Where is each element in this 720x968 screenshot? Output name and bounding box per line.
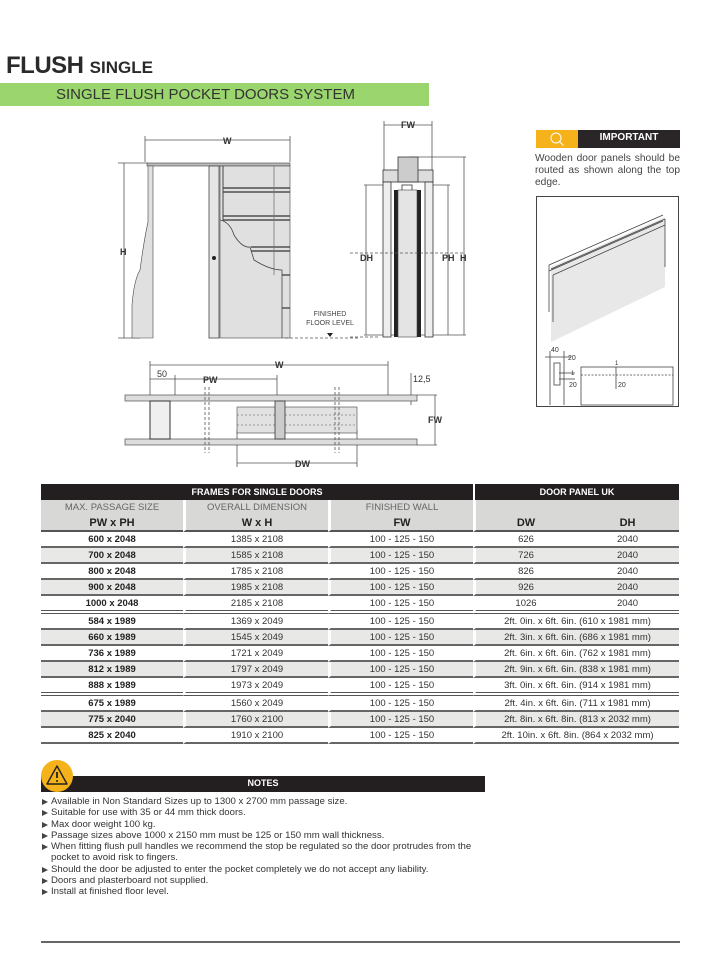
cell-door-width: 726: [473, 548, 576, 564]
cell-passage-size: 775 x 2040: [41, 712, 183, 728]
cell-overall-dimension: 1560 x 2049: [183, 696, 328, 712]
cell-finished-wall: 100 - 125 - 150: [328, 646, 473, 662]
cell-door-height: 2040: [576, 580, 679, 596]
cell-overall-dimension: 1785 x 2108: [183, 564, 328, 580]
cell-door-panel: 3ft. 0in. x 6ft. 6in. (914 x 1981 mm): [473, 678, 679, 696]
notes-label: NOTES: [247, 778, 279, 788]
page-title: [6, 52, 153, 80]
label-dw: DW: [295, 459, 310, 469]
sub-label-passage: MAX. PASSAGE SIZE: [41, 500, 183, 515]
note-item: When fitting flush pull handles we recommend the stop be regulated so the door protrudes from the pocket to avoid risk to fingers.: [41, 841, 501, 864]
cell-door-panel: 2ft. 8in. x 6ft. 8in. (813 x 2032 mm): [473, 712, 679, 728]
cell-door-width: 626: [473, 532, 576, 548]
note-item: Suitable for use with 35 or 44 mm thick doors.: [41, 807, 501, 818]
cell-finished-wall: 100 - 125 - 150: [328, 662, 473, 678]
notes-list: [41, 796, 501, 898]
detail-label-20c: 20: [618, 382, 626, 389]
cell-door-panel: 2ft. 0in. x 6ft. 6in. (610 x 1981 mm): [473, 614, 679, 630]
cell-door-width: 1026: [473, 596, 576, 614]
cell-passage-size: 736 x 1989: [41, 646, 183, 662]
note-item: Passage sizes above 1000 x 2150 mm must be 125 or 150 mm wall thickness.: [41, 830, 501, 841]
table-row: [41, 614, 679, 630]
label-h: H: [120, 247, 127, 257]
frame-outline: [132, 163, 290, 338]
detail-label-20a: 20: [568, 355, 576, 362]
group-frames-header: FRAMES FOR SINGLE DOORS: [41, 484, 473, 500]
cell-finished-wall: 100 - 125 - 150: [328, 696, 473, 712]
cell-passage-size: 812 x 1989: [41, 662, 183, 678]
table-row: [41, 532, 679, 548]
cell-overall-dimension: 1545 x 2049: [183, 630, 328, 646]
cell-finished-wall: 100 - 125 - 150: [328, 580, 473, 596]
column-header-pwph: PW x PH: [41, 515, 183, 532]
cell-door-height: 2040: [576, 596, 679, 614]
detail-label-40: 40: [551, 347, 559, 354]
cell-door-height: 2040: [576, 532, 679, 548]
table-row: [41, 662, 679, 678]
cell-passage-size: 800 x 2048: [41, 564, 183, 580]
cell-door-panel: 2ft. 6in. x 6ft. 6in. (762 x 1981 mm): [473, 646, 679, 662]
table-row: [41, 630, 679, 646]
routing-detail-box: [536, 196, 679, 407]
cell-overall-dimension: 1973 x 2049: [183, 678, 328, 696]
table-row: [41, 712, 679, 728]
table-row: [41, 548, 679, 564]
title-sub: SINGLE: [89, 58, 153, 77]
sub-label-overall: OVERALL DIMENSION: [183, 500, 328, 515]
cell-passage-size: 660 x 1989: [41, 630, 183, 646]
note-item: Doors and plasterboard not supplied.: [41, 875, 501, 886]
column-header-wh: W x H: [183, 515, 328, 532]
sub-label-wall: FINISHED WALL: [328, 500, 473, 515]
warning-icon: [41, 760, 73, 792]
cell-overall-dimension: 1985 x 2108: [183, 580, 328, 596]
cell-overall-dimension: 1369 x 2049: [183, 614, 328, 630]
label-h-section: H: [460, 253, 467, 263]
cell-finished-wall: 100 - 125 - 150: [328, 630, 473, 646]
cell-overall-dimension: 1797 x 2049: [183, 662, 328, 678]
cell-door-width: 826: [473, 564, 576, 580]
cell-finished-wall: 100 - 125 - 150: [328, 548, 473, 564]
table-row: [41, 696, 679, 712]
table-row: [41, 678, 679, 696]
table-row: [41, 564, 679, 580]
important-header: [536, 130, 680, 148]
cell-overall-dimension: 1385 x 2108: [183, 532, 328, 548]
table-row: [41, 580, 679, 596]
cell-passage-size: 700 x 2048: [41, 548, 183, 564]
cell-door-panel: 2ft. 3in. x 6ft. 6in. (686 x 1981 mm): [473, 630, 679, 646]
label-dh: DH: [360, 253, 373, 263]
cell-overall-dimension: 2185 x 2108: [183, 596, 328, 614]
routing-detail-drawing: [537, 197, 678, 406]
frames-table: [41, 484, 679, 744]
cell-finished-wall: 100 - 125 - 150: [328, 678, 473, 696]
table-row: [41, 646, 679, 662]
subtitle-banner: [0, 83, 429, 106]
table-row: [41, 728, 679, 744]
note-item: Install at finished floor level.: [41, 886, 501, 897]
detail-label-1a: 1: [571, 371, 575, 377]
cell-door-height: 2040: [576, 564, 679, 580]
cell-passage-size: 584 x 1989: [41, 614, 183, 630]
cell-passage-size: 600 x 2048: [41, 532, 183, 548]
banner-text: SINGLE FLUSH POCKET DOORS SYSTEM: [56, 86, 355, 103]
cell-passage-size: 825 x 2040: [41, 728, 183, 744]
cell-finished-wall: 100 - 125 - 150: [328, 532, 473, 548]
cell-door-width: 926: [473, 580, 576, 596]
footer-divider: [41, 941, 680, 943]
cell-finished-wall: 100 - 125 - 150: [328, 564, 473, 580]
cell-finished-wall: 100 - 125 - 150: [328, 614, 473, 630]
cell-finished-wall: 100 - 125 - 150: [328, 712, 473, 728]
label-50: 50: [157, 369, 168, 379]
cell-door-panel: 2ft. 4in. x 6ft. 6in. (711 x 1981 mm): [473, 696, 679, 712]
column-header-dh: DH: [576, 515, 679, 532]
important-text: Wooden door panels should be routed as shown along the top edge.: [535, 153, 680, 188]
label-pw: PW: [203, 375, 218, 385]
cell-passage-size: 888 x 1989: [41, 678, 183, 696]
important-label: IMPORTANT: [599, 132, 659, 143]
cell-door-panel: 2ft. 10in. x 6ft. 8in. (864 x 2032 mm): [473, 728, 679, 744]
magnifier-icon: [536, 130, 578, 148]
note-item: Available in Non Standard Sizes up to 1300 x 2700 mm passage size.: [41, 796, 501, 807]
cell-finished-wall: 100 - 125 - 150: [328, 728, 473, 744]
table-row: [41, 596, 679, 614]
cell-overall-dimension: 1721 x 2049: [183, 646, 328, 662]
group-panel-header: DOOR PANEL UK: [473, 484, 679, 500]
section-drawing: [350, 115, 480, 355]
cell-overall-dimension: 1760 x 2100: [183, 712, 328, 728]
cell-door-height: 2040: [576, 548, 679, 564]
column-header-dw: DW: [473, 515, 576, 532]
cell-passage-size: 675 x 1989: [41, 696, 183, 712]
detail-label-20b: 20: [569, 382, 577, 389]
title-main: FLUSH: [6, 52, 84, 79]
label-w-plan: W: [275, 360, 284, 370]
sub-label-panel: [473, 500, 679, 515]
label-12-5: 12,5: [413, 374, 431, 384]
label-ph: PH: [442, 253, 455, 263]
cell-overall-dimension: 1910 x 2100: [183, 728, 328, 744]
cell-door-panel: 2ft. 9in. x 6ft. 6in. (838 x 1981 mm): [473, 662, 679, 678]
cell-passage-size: 1000 x 2048: [41, 596, 183, 614]
notes-header: [41, 776, 485, 792]
detail-label-1b: 1: [615, 361, 619, 367]
note-item: Should the door be adjusted to enter the pocket completely we do not accept any liability.: [41, 864, 501, 875]
column-header-fw: FW: [328, 515, 473, 532]
label-w: W: [223, 136, 232, 146]
label-fw-plan: FW: [428, 415, 442, 425]
cell-passage-size: 900 x 2048: [41, 580, 183, 596]
label-finished: FINISHED: [313, 311, 347, 318]
label-floor-level: FLOOR LEVEL: [306, 320, 354, 327]
label-fw: FW: [401, 120, 415, 130]
plan-drawing: [115, 355, 455, 475]
note-item: Max door weight 100 kg.: [41, 819, 501, 830]
front-elevation-drawing: [110, 130, 360, 360]
cell-overall-dimension: 1585 x 2108: [183, 548, 328, 564]
cell-finished-wall: 100 - 125 - 150: [328, 596, 473, 614]
